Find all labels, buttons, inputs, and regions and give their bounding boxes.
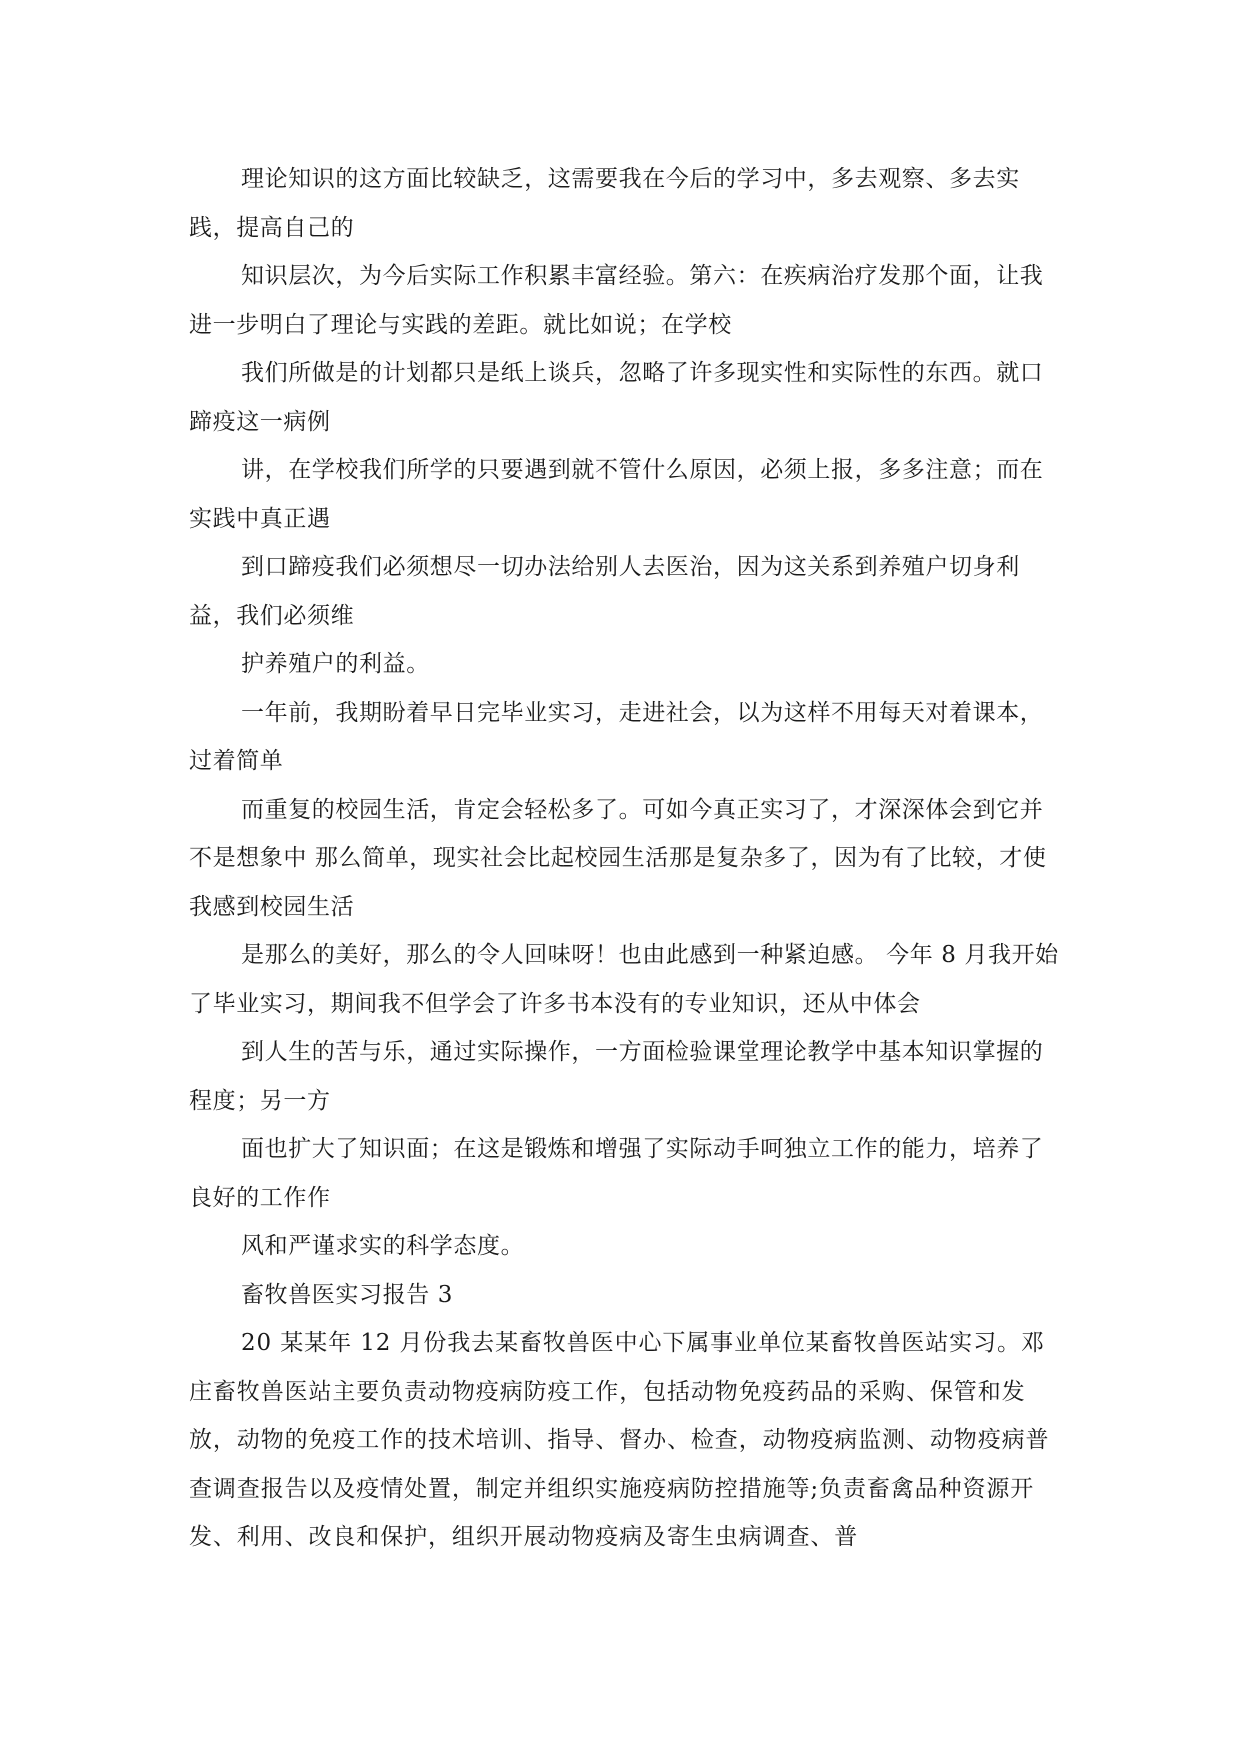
document-body bbox=[189, 155, 1061, 1562]
paragraph-9: 是那么的美好，那么的令人回味呀！也由此感到一种紧迫感。 今年 8 月我开始了毕业实习，期间我不但学会了许多书本没有的专业知识，还从中体会 bbox=[189, 942, 1059, 1017]
paragraph-1: 理论知识的这方面比较缺乏，这需要我在今后的学习中，多去观察、多去实践，提高自己的 bbox=[189, 166, 1020, 241]
paragraph-12: 风和严谨求实的科学态度。 bbox=[241, 1233, 525, 1259]
section-heading: 畜牧兽医实习报告 3 bbox=[241, 1281, 453, 1308]
paragraph-7: 一年前，我期盼着早日完毕业实习，走进社会，以为这样不用每天对着课本，过着简单 bbox=[189, 699, 1044, 774]
paragraph-5: 到口蹄疫我们必须想尽一切办法给别人去医治，因为这关系到养殖户切身利益，我们必须维 bbox=[189, 554, 1020, 629]
paragraph-8: 而重复的校园生活，肯定会轻松多了。可如今真正实习了，才深深体会到它并不是想象中 那么简单，现实社会比起校园生活那是复杂多了，因为有了比较，才使我感到校园生活 bbox=[189, 796, 1047, 920]
paragraph-11: 面也扩大了知识面；在这是锻炼和增强了实际动手呵独立工作的能力，培养了良好的工作作 bbox=[189, 1136, 1044, 1211]
paragraph-6: 护养殖户的利益。 bbox=[241, 651, 430, 677]
paragraph-4: 讲，在学校我们所学的只要遇到就不管什么原因，必须上报，多多注意；而在实践中真正遇 bbox=[189, 457, 1044, 532]
paragraph-13: 20 某某年 12 月份我去某畜牧兽医中心下属事业单位某畜牧兽医站实习。邓庄畜牧兽医站主要负责动物疫病防疫工作，包括动物免疫药品的采购、保管和发放，动物的免疫工作的技术培训、指导、督办、检查，动物疫病监测、动物疫病普查调查报告以及疫情处置，制定并组织实施疫病防控措施等;负责畜禽品种资源开发、利用、改良和保护，组织开展动物疫病及寄生虫病调查、普 bbox=[189, 1330, 1050, 1550]
paragraph-2: 知识层次，为今后实际工作积累丰富经验。第六：在疾病治疗发那个面，让我进一步明白了理论与实践的差距。就比如说；在学校 bbox=[189, 263, 1044, 338]
paragraph-3: 我们所做是的计划都只是纸上谈兵，忽略了许多现实性和实际性的东西。就口蹄疫这一病例 bbox=[189, 360, 1044, 435]
paragraph-10: 到人生的苦与乐，通过实际操作，一方面检验课堂理论教学中基本知识掌握的程度；另一方 bbox=[189, 1039, 1044, 1114]
